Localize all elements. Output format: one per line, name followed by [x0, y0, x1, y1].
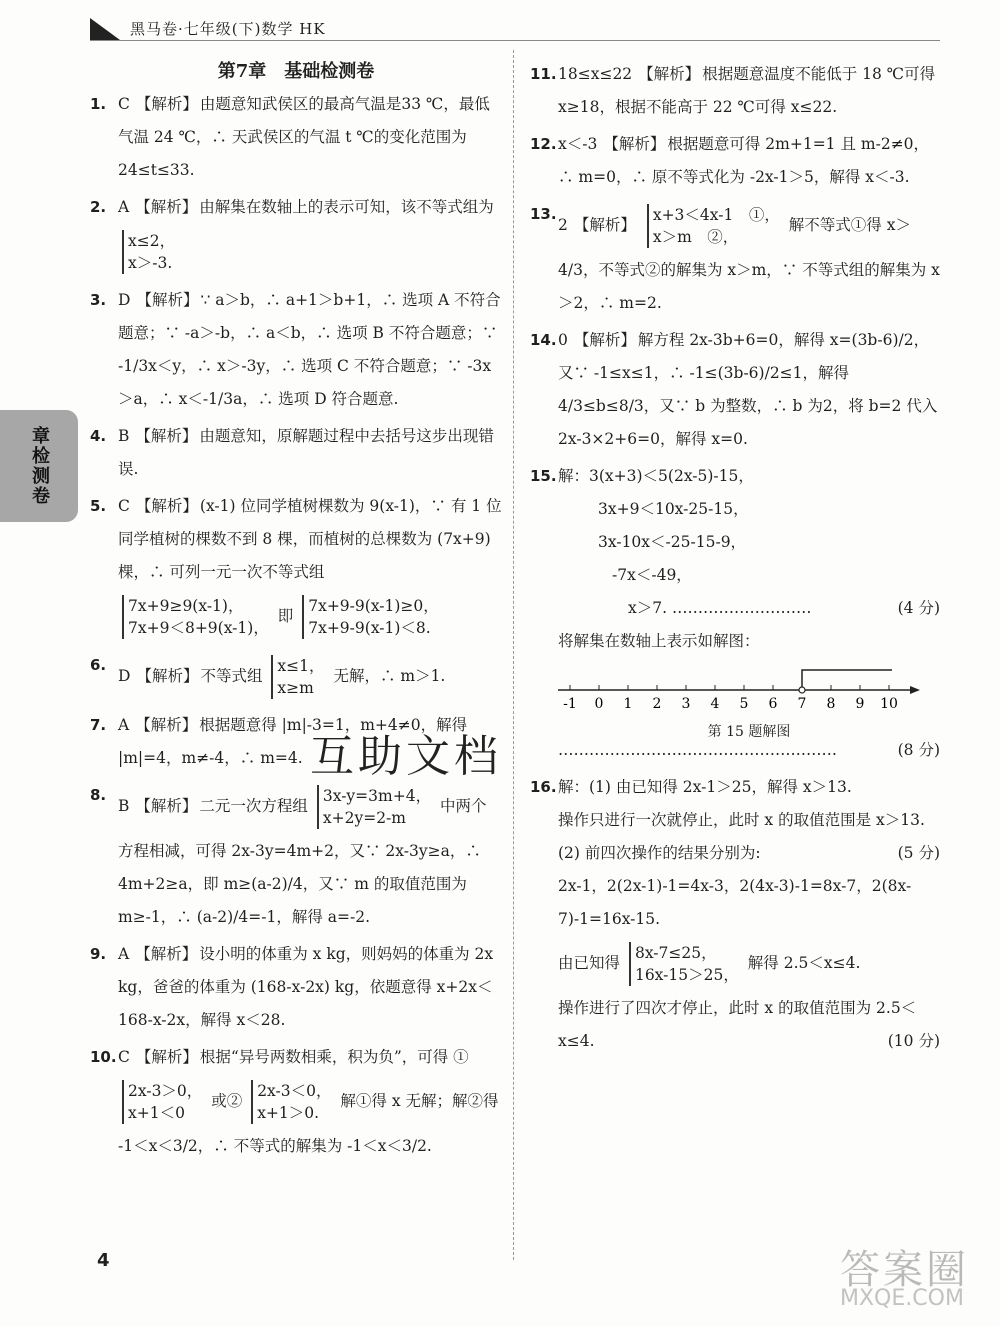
header-triangle-icon — [90, 18, 120, 40]
answer-item-16 — [530, 771, 940, 1058]
item-text: 操作只进行一次就停止，此时 x 的取值范围是 x＞13. (5 分) — [558, 804, 940, 837]
number-line-svg — [558, 664, 928, 714]
item-text: 或② — [211, 1092, 243, 1110]
item-tag: 【解析】 — [135, 497, 198, 515]
item-text: 根据题意得 |m|-3=1，m+4≠0，解得 |m|=4，m≠-4，∴ m=4. — [118, 716, 468, 767]
page-header — [90, 18, 940, 41]
answer-item-8 — [90, 779, 502, 934]
item-text: 由题意知，原解题过程中去括号这步出现错误. — [118, 427, 494, 478]
solution-ray — [802, 670, 892, 690]
inequality-system: 7x+9≥9(x-1)， 7x+9＜8+9(x-1)， — [122, 595, 269, 639]
item-number: 15. — [530, 467, 557, 485]
tick-label: 8 — [826, 696, 836, 712]
item-answer: 18≤x≤22 — [558, 65, 633, 83]
item-text: 由解集在数轴上的表示可知，该不等式组为 — [199, 198, 494, 216]
tick-label: 0 — [594, 696, 604, 712]
score-label: (5 分) — [897, 844, 940, 862]
item-answer: D — [118, 291, 131, 309]
figure-caption: 第 15 题解图 — [707, 724, 791, 740]
answer-item-14 — [530, 324, 940, 456]
number-line-arrow-icon — [910, 686, 920, 694]
score-label: (10 分) — [887, 1032, 940, 1050]
answer-item-6 — [90, 649, 502, 705]
item-text: 2x-1，2(2x-1)-1=4x-3，2(4x-3)-1=8x-7，2(8x-7)-1=16x-15. — [558, 877, 912, 928]
answer-item-4 — [90, 420, 502, 486]
number-line — [558, 664, 940, 740]
item-number: 12. — [530, 135, 557, 153]
item-answer: A — [118, 716, 130, 734]
open-circle-icon — [799, 687, 805, 693]
tick-label: 5 — [739, 696, 749, 712]
item-tag: 【解析】 — [135, 797, 198, 815]
item-text: 操作进行了四次才停止，此时 x 的取值范围为 2.5＜x≤4. (10 分) — [558, 992, 940, 1058]
item-tag: 【解析】 — [573, 331, 636, 349]
side-tab: 章检测卷 — [0, 410, 78, 522]
item-answer: 2 — [558, 216, 568, 234]
watermark-center: 互助文档 — [310, 731, 502, 782]
answer-item-12 — [530, 128, 940, 194]
item-text: 解方程 2x-3b+6=0，解得 x=(3b-6)/2，又∵ -1≤x≤1，∴ -1≤(3b-6)/2≤1，解得 4/3≤b≤8/3，又∵ b 为整数，∴ b 为2，将 b=2 代入 2x-3×2+6=0，解得 x=0. — [558, 331, 938, 448]
item-text: 解：3(x+3)＜5(2x-5)-15， — [558, 467, 754, 485]
item-number: 11. — [530, 65, 557, 83]
tick-label: 4 — [710, 696, 720, 712]
item-number: 10. — [90, 1048, 117, 1066]
item-text: (x-1) 位同学植树棵数为 9(x-1)，∵ 有 1 位同学植树的棵数不到 8 棵，而植树的总棵数为 (7x+9) 棵，∴ 可列一元一次不等式组 — [118, 497, 502, 581]
item-text: 由已知得 8x-7≤25， 16x-15＞25， 解得 2.5＜x≤4. — [558, 944, 861, 984]
solution-step: -7x＜-49， — [612, 566, 692, 584]
column-divider — [513, 50, 514, 1260]
item-number: 7. — [90, 716, 107, 734]
item-answer: C — [118, 95, 130, 113]
inequality-system: x≤2， x＞-3. — [122, 230, 175, 274]
item-number: 9. — [90, 945, 107, 963]
score-label: (8 分) — [897, 741, 940, 759]
item-tag: 【解析】 — [135, 1048, 198, 1066]
inequality-system: 7x+9-9(x-1)≥0， 7x+9-9(x-1)＜8. — [302, 595, 439, 639]
tick-label: 3 — [681, 696, 691, 712]
item-text: 根据题意温度不能低于 18 ℃可得 x≥18，根据不能高于 22 ℃可得 x≤22. — [558, 65, 936, 116]
number-line-ticks — [563, 685, 898, 712]
item-text: 根据题意可得 2m+1=1 且 m-2≠0，∴ m=0，∴ 原不等式化为 -2x-1＞5，解得 x＜-3. — [558, 135, 930, 186]
item-number: 13. — [530, 205, 557, 223]
item-answer: A — [118, 198, 130, 216]
item-text: 设小明的体重为 x kg，则妈妈的体重为 2x kg，爸爸的体重为 (168-x-2x) kg，依题意得 x+2x＜168-x-2x，解得 x＜28. — [118, 945, 494, 1029]
item-answer: C — [118, 1048, 130, 1066]
tick-label: -1 — [563, 696, 577, 712]
item-tag: 【解析】 — [135, 198, 198, 216]
answer-item-10 — [90, 1041, 502, 1163]
inequality-system: 8x-7≤25， 16x-15＞25， — [629, 942, 739, 986]
left-column — [90, 58, 502, 1167]
item-text: 不等式组 — [200, 667, 263, 685]
item-text: 解①得 x 无解；解②得 -1＜x＜3/2，∴ 不等式的解集为 -1＜x＜3/2. — [118, 1092, 499, 1155]
inequality-system: 3x-y=3m+4， x+2y=2-m — [317, 785, 431, 829]
answer-item-5 — [90, 490, 502, 645]
item-tag: 【解析】 — [603, 135, 666, 153]
solution-step: x＞7. ……………………… (4 分) — [598, 592, 940, 625]
item-text: 中两个方程相减，可得 2x-3y=4m+2，又∵ 2x-3y≥a，∴ 4m+2≥a，即 m≥(a-2)/4，又∵ m 的取值范围为 m≥-1，∴ (a-2)/4=-1，解得 a=-2. — [118, 797, 487, 926]
item-answer: x＜-3 — [558, 135, 598, 153]
item-tag: 【解析】 — [136, 667, 199, 685]
item-number: 5. — [90, 497, 107, 515]
item-tag: 【解析】 — [135, 95, 198, 113]
item-text: ∵ a＞b，∴ a+1＞b+1，∴ 选项 A 不符合题意；∵ -a＞-b，∴ a＜b，∴ 选项 B 不符合题意；∵ -1/3x＜y，∴ x＞-3y，∴ 选项 C 不符合题意；∵ -3x＞a，∴ x＜-1/3a，∴ 选项 D 符合题意. — [118, 291, 501, 408]
tick-label: 2 — [652, 696, 662, 712]
answer-item-15 — [530, 460, 940, 767]
item-number: 2. — [90, 198, 107, 216]
inequality-system: 2x-3＜0， x+1＞0. — [251, 1080, 331, 1124]
tick-label: 1 — [623, 696, 633, 712]
item-answer: B — [118, 797, 130, 815]
chapter-title: 第7章 基础检测卷 — [217, 61, 375, 82]
item-text: 解不等式①得 x＞4/3，不等式②的解集为 x＞m，∵ 不等式组的解集为 x＞2，∴ m=2. — [558, 216, 940, 312]
answer-item-9 — [90, 938, 502, 1037]
tick-label: 9 — [855, 696, 865, 712]
answer-item-1 — [90, 88, 502, 187]
item-answer: 0 — [558, 331, 568, 349]
item-answer: D — [118, 667, 131, 685]
answer-item-13 — [530, 198, 940, 320]
right-column — [530, 58, 940, 1062]
tick-label: 10 — [880, 696, 898, 712]
item-text: 解：(1) 由已知得 2x-1＞25，解得 x＞13. — [558, 778, 852, 796]
tick-label: 6 — [768, 696, 778, 712]
item-text: 根据“异号两数相乘，积为负”，可得 ① — [199, 1048, 469, 1066]
item-number: 3. — [90, 291, 107, 309]
item-text: 由题意知武侯区的最高气温是33 ℃，最低气温 24 ℃，∴ 天武侯区的气温 t ℃的变化范围为 24≤t≤33. — [118, 95, 490, 179]
item-tag: 【解析】 — [573, 216, 636, 234]
item-tag: 【解析】 — [638, 65, 701, 83]
inequality-system: x≤1， x≥m — [271, 655, 324, 699]
solution-step: 3x+9＜10x-25-15， — [598, 500, 749, 518]
item-number: 14. — [530, 331, 557, 349]
answer-item-11 — [530, 58, 940, 124]
solution-step: 3x-10x＜-25-15-9， — [598, 533, 747, 551]
item-number: 4. — [90, 427, 107, 445]
item-tag: 【解析】 — [135, 427, 198, 445]
item-answer: B — [118, 427, 130, 445]
item-text: (2) 前四次操作的结果分别为: — [558, 844, 761, 862]
tick-label: 7 — [797, 696, 807, 712]
inequality-system: x+3＜4x-1 ①， x＞m ②， — [647, 204, 780, 248]
item-text: 无解，∴ m＞1. — [333, 667, 446, 685]
watermark-logo: 答案圈 MXQE.COM — [840, 1247, 969, 1311]
item-tag: 【解析】 — [136, 291, 199, 309]
item-text: 将解集在数轴上表示如解图： — [558, 632, 760, 650]
item-text: 即 — [277, 607, 294, 625]
item-text: 二元一次方程组 — [199, 797, 308, 815]
page-number: 4 — [97, 1250, 110, 1271]
item-number: 16. — [530, 778, 557, 796]
score-label: (4 分) — [897, 599, 940, 617]
item-answer: C — [118, 497, 130, 515]
header-title: 黑马卷·七年级(下)数学 HK — [130, 20, 326, 38]
item-number: 1. — [90, 95, 107, 113]
inequality-system: 2x-3＞0， x+1＜0 — [122, 1080, 202, 1124]
score-line: ……………………………………………… (8 分) — [558, 734, 940, 767]
item-number: 6. — [90, 656, 107, 674]
answer-item-2 — [90, 191, 502, 280]
item-tag: 【解析】 — [135, 716, 198, 734]
answer-item-3 — [90, 284, 502, 416]
item-number: 8. — [90, 786, 107, 804]
item-answer: A — [118, 945, 130, 963]
item-tag: 【解析】 — [135, 945, 198, 963]
